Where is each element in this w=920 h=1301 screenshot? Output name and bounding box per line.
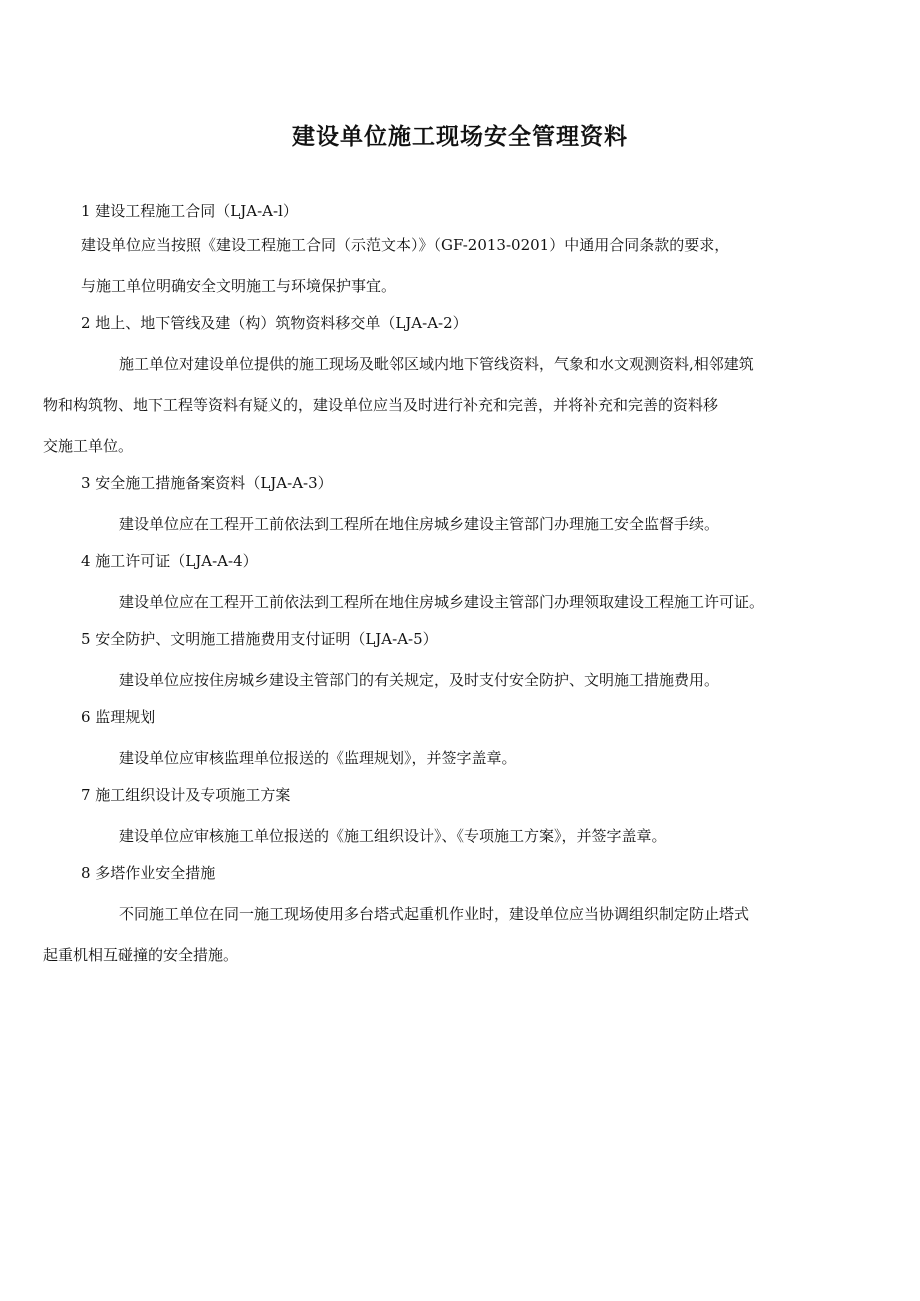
section-paragraph (81, 660, 853, 701)
section-paragraph (81, 582, 853, 623)
section-7 (81, 781, 853, 857)
section-heading: 8 多塔作业安全措施 (81, 864, 216, 882)
paragraph-line: 施工单位对建设单位提供的施工现场及毗邻区域内地下管线资料，气象和水文观测资料,相邻建筑 (119, 355, 754, 373)
section-6 (81, 703, 853, 779)
section-heading: 2 地上、地下管线及建（构）筑物资料移交单（LJA-A-2） (81, 314, 468, 332)
section-3 (81, 469, 853, 545)
paragraph-line: 建设单位应按住房城乡建设主管部门的有关规定，及时支付安全防护、文明施工措施费用。 (119, 671, 720, 689)
section-paragraph (81, 816, 853, 857)
section-paragraph (43, 894, 853, 976)
section-8 (43, 859, 853, 976)
section-5 (81, 625, 853, 701)
section-heading: 5 安全防护、文明施工措施费用支付证明（LJA-A-5） (81, 630, 438, 648)
section-heading: 3 安全施工措施备案资料（LJA-A-3） (81, 474, 333, 492)
document-body (43, 197, 853, 976)
section-paragraph (43, 344, 853, 467)
paragraph-line: 建设单位应审核监理单位报送的《监理规划》，并签字盖章。 (119, 749, 517, 767)
paragraph-line: 建设单位应当按照《建设工程施工合同（示范文本）》（GF-2013-0201）中通用合同条款的要求， (81, 236, 730, 254)
section-4 (81, 547, 853, 623)
paragraph-line: 建设单位应在工程开工前依法到工程所在地住房城乡建设主管部门办理领取建设工程施工许可证。 (119, 593, 765, 611)
section-heading: 7 施工组织设计及专项施工方案 (81, 786, 291, 804)
paragraph-line: 起重机相互碰撞的安全措施。 (43, 946, 239, 964)
paragraph-line: 与施工单位明确安全文明施工与环境保护事宜。 (81, 277, 397, 295)
paragraph-line: 建设单位应在工程开工前依法到工程所在地住房城乡建设主管部门办理施工安全监督手续。 (119, 515, 720, 533)
section-heading: 4 施工许可证（LJA-A-4） (81, 552, 258, 570)
document-title: 建设单位施工现场安全管理资料 (292, 124, 628, 150)
section-paragraph (81, 738, 853, 779)
paragraph-line: 物和构筑物、地下工程等资料有疑义的，建设单位应当及时进行补充和完善，并将补充和完善的资料移 (43, 396, 719, 414)
section-1 (81, 197, 853, 307)
paragraph-line: 建设单位应审核施工单位报送的《施工组织设计》、《专项施工方案》，并签字盖章。 (119, 827, 667, 845)
paragraph-line: 交施工单位。 (43, 437, 134, 455)
section-paragraph (81, 225, 853, 307)
paragraph-line: 不同施工单位在同一施工现场使用多台塔式起重机作业时，建设单位应当协调组织制定防止塔式 (119, 905, 750, 923)
section-paragraph (81, 504, 853, 545)
section-heading: 6 监理规划 (81, 708, 156, 726)
section-2 (43, 309, 853, 467)
section-heading: 1 建设工程施工合同（LJA-A-l） (81, 202, 298, 220)
